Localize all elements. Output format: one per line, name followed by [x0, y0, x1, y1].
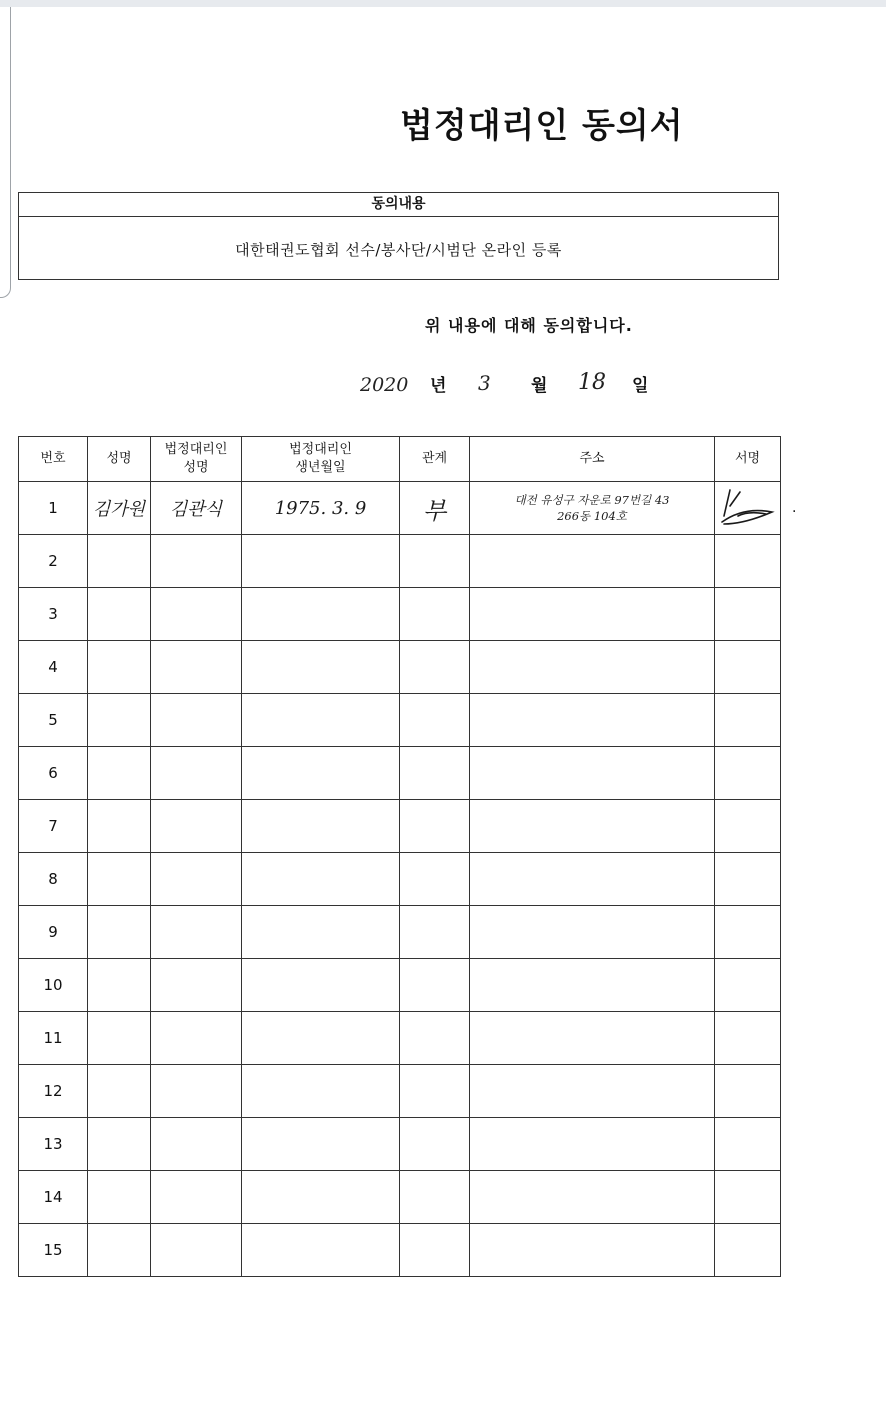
row-signature	[715, 959, 781, 1012]
table-row	[19, 482, 781, 535]
row-name	[88, 535, 151, 588]
row-guardian-birth	[242, 906, 400, 959]
row-no: 9	[19, 906, 88, 959]
table-header-row	[19, 437, 781, 482]
table-row	[19, 588, 781, 641]
table-row	[19, 747, 781, 800]
row-guardian-name	[151, 1118, 242, 1171]
row-signature	[715, 1065, 781, 1118]
row-guardian-name	[151, 853, 242, 906]
consent-box	[18, 192, 779, 280]
row-guardian-birth	[242, 641, 400, 694]
row-no: 11	[19, 1012, 88, 1065]
row-guardian-name	[151, 535, 242, 588]
row-no: 4	[19, 641, 88, 694]
header-guardian-birth	[242, 437, 400, 482]
date-month-label: 월	[531, 376, 548, 396]
date-day-label: 일	[632, 376, 649, 396]
row-guardian-name	[151, 800, 242, 853]
row-guardian-name	[151, 588, 242, 641]
row-relation	[400, 641, 470, 694]
row-no: 6	[19, 747, 88, 800]
row-relation	[400, 694, 470, 747]
document-title: 법정대리인 동의서	[400, 106, 684, 146]
row-address	[470, 800, 715, 853]
header-guardian-name-line1: 법정대리인	[164, 442, 228, 457]
row-guardian-birth	[242, 1065, 400, 1118]
agree-statement: 위 내용에 대해 동의합니다.	[425, 316, 633, 335]
row-no: 10	[19, 959, 88, 1012]
row-guardian-birth	[242, 1012, 400, 1065]
row-relation	[400, 1012, 470, 1065]
row-no: 12	[19, 1065, 88, 1118]
row-relation	[400, 1224, 470, 1277]
row-guardian-birth	[242, 694, 400, 747]
row-name	[88, 906, 151, 959]
row-relation: 부	[400, 482, 470, 535]
table-row	[19, 1012, 781, 1065]
row-guardian-name	[151, 906, 242, 959]
row-address	[470, 906, 715, 959]
row-no: 15	[19, 1224, 88, 1277]
row-address	[470, 1171, 715, 1224]
top-toolbar-strip	[0, 0, 886, 7]
table-row	[19, 1118, 781, 1171]
row-address	[470, 588, 715, 641]
row-name	[88, 1224, 151, 1277]
row-name	[88, 959, 151, 1012]
guardian-consent-table	[18, 436, 781, 1277]
row-relation	[400, 853, 470, 906]
row-signature	[715, 641, 781, 694]
header-guardian-birth-line1: 법정대리인	[289, 442, 352, 457]
row-relation	[400, 959, 470, 1012]
row-address	[470, 1065, 715, 1118]
row-name	[88, 1065, 151, 1118]
row-relation	[400, 1118, 470, 1171]
row-relation	[400, 588, 470, 641]
side-panel-tab[interactable]	[0, 7, 11, 298]
row-guardian-birth	[242, 1171, 400, 1224]
row-signature	[715, 1224, 781, 1277]
row-name	[88, 1012, 151, 1065]
row-no: 14	[19, 1171, 88, 1224]
header-guardian-name	[151, 437, 242, 482]
row-guardian-birth	[242, 588, 400, 641]
row-signature	[715, 1012, 781, 1065]
row-guardian-name	[151, 1012, 242, 1065]
row-name	[88, 1171, 151, 1224]
row-address	[470, 535, 715, 588]
row-relation	[400, 800, 470, 853]
row-guardian-name	[151, 959, 242, 1012]
row-address	[470, 482, 715, 535]
row-signature	[715, 906, 781, 959]
table-row	[19, 641, 781, 694]
header-no: 번호	[19, 437, 88, 482]
row-address	[470, 1224, 715, 1277]
header-signature: 서명	[715, 437, 781, 482]
row-address	[470, 1118, 715, 1171]
row-address	[470, 694, 715, 747]
handwritten-signature	[716, 482, 780, 530]
row-no: 5	[19, 694, 88, 747]
header-guardian-birth-line2: 생년월일	[295, 460, 346, 475]
row-guardian-birth: 1975. 3. 9	[242, 482, 400, 535]
table-row	[19, 906, 781, 959]
header-name: 성명	[88, 437, 151, 482]
date-year-label: 년	[430, 376, 447, 396]
row-guardian-name	[151, 1065, 242, 1118]
table-row	[19, 853, 781, 906]
row-address	[470, 1012, 715, 1065]
row-signature	[715, 853, 781, 906]
row-relation	[400, 535, 470, 588]
row-guardian-birth	[242, 800, 400, 853]
header-relation: 관계	[400, 437, 470, 482]
row-guardian-birth	[242, 535, 400, 588]
row-address-line2: 266동 104호	[557, 509, 627, 523]
row-guardian-name	[151, 1224, 242, 1277]
row-address-line1: 대전 유성구 자운로 97번길 43	[514, 493, 670, 507]
row-no: 1	[19, 482, 88, 535]
row-relation	[400, 747, 470, 800]
row-signature	[715, 800, 781, 853]
row-no: 13	[19, 1118, 88, 1171]
table-row	[19, 694, 781, 747]
row-name	[88, 800, 151, 853]
row-guardian-birth	[242, 853, 400, 906]
date-day: 18	[578, 370, 606, 395]
table-row	[19, 800, 781, 853]
row-address	[470, 853, 715, 906]
table-row	[19, 1224, 781, 1277]
row-no: 8	[19, 853, 88, 906]
table-row	[19, 1171, 781, 1224]
row-name: 김가원	[88, 482, 151, 535]
row-no: 2	[19, 535, 88, 588]
row-signature	[715, 482, 781, 535]
row-name	[88, 1118, 151, 1171]
consent-header: 동의내용	[19, 193, 778, 217]
row-signature	[715, 747, 781, 800]
header-address: 주소	[470, 437, 715, 482]
row-guardian-birth	[242, 959, 400, 1012]
row-guardian-name	[151, 747, 242, 800]
row-name	[88, 853, 151, 906]
date-month: 3	[478, 371, 491, 395]
row-signature	[715, 588, 781, 641]
row-name	[88, 694, 151, 747]
row-name	[88, 641, 151, 694]
table-row	[19, 1065, 781, 1118]
row-name	[88, 588, 151, 641]
row-guardian-birth	[242, 747, 400, 800]
row-relation	[400, 1065, 470, 1118]
row-relation	[400, 1171, 470, 1224]
row-address	[470, 747, 715, 800]
row-relation	[400, 906, 470, 959]
row-address	[470, 641, 715, 694]
row-guardian-name	[151, 1171, 242, 1224]
stray-dot-mark: ·	[792, 504, 797, 520]
row-guardian-birth	[242, 1118, 400, 1171]
row-name	[88, 747, 151, 800]
row-guardian-name: 김관식	[151, 482, 242, 535]
header-guardian-name-line2: 성명	[183, 460, 209, 475]
row-signature	[715, 1118, 781, 1171]
row-no: 7	[19, 800, 88, 853]
row-guardian-name	[151, 641, 242, 694]
row-signature	[715, 535, 781, 588]
row-address	[470, 959, 715, 1012]
row-no: 3	[19, 588, 88, 641]
date-year: 2020	[360, 374, 409, 396]
table-row	[19, 535, 781, 588]
row-guardian-birth	[242, 1224, 400, 1277]
row-signature	[715, 694, 781, 747]
table-row	[19, 959, 781, 1012]
row-signature	[715, 1171, 781, 1224]
row-guardian-name	[151, 694, 242, 747]
consent-text: 대한태권도협회 선수/봉사단/시범단 온라인 등록	[235, 241, 562, 259]
